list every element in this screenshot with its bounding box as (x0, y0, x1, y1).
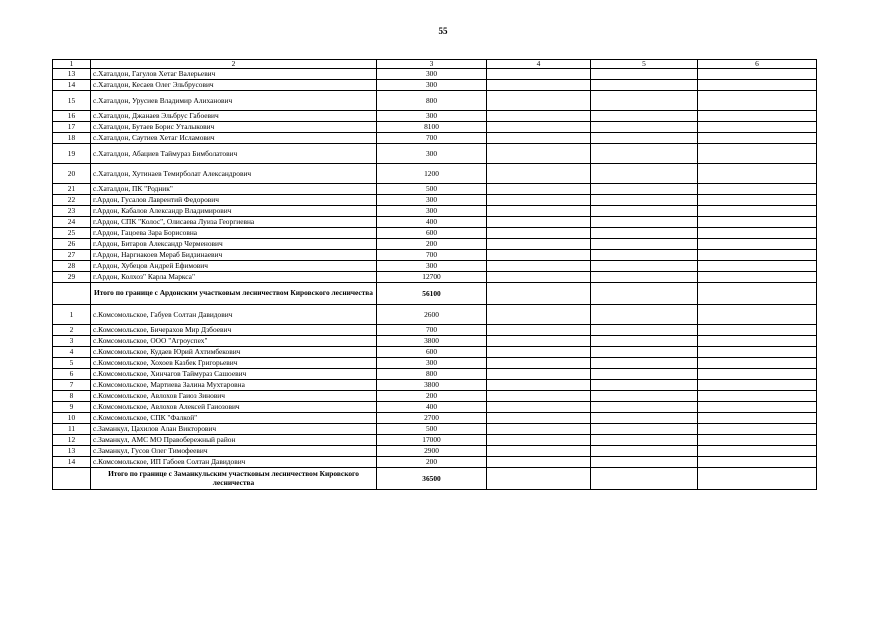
owner-name: с.Хаталдон, Гагулов Хетаг Валерьевич (91, 69, 377, 80)
row-number: 17 (53, 122, 91, 133)
empty-cell-4 (487, 413, 591, 424)
owner-name: с.Хаталдон, ПК "Родник" (91, 184, 377, 195)
area-value: 300 (377, 80, 487, 91)
empty-cell-6 (698, 305, 817, 325)
owner-name: с.Комсомольское, Габуев Солтан Давидович (91, 305, 377, 325)
row-number: 20 (53, 164, 91, 184)
row-number: 5 (53, 358, 91, 369)
empty-cell-4 (487, 217, 591, 228)
area-value: 1200 (377, 164, 487, 184)
empty-cell-5 (591, 195, 698, 206)
table-row (53, 347, 817, 358)
row-number: 21 (53, 184, 91, 195)
empty-cell-5 (591, 122, 698, 133)
empty-cell-4 (487, 133, 591, 144)
owner-name: с.Комсомольское, Хохоев Казбек Григорьевич (91, 358, 377, 369)
empty-cell-6 (698, 446, 817, 457)
table-row (53, 435, 817, 446)
empty-cell-4 (487, 369, 591, 380)
total-row (53, 468, 817, 490)
empty-cell-4 (487, 305, 591, 325)
row-number: 7 (53, 380, 91, 391)
empty-cell-6 (698, 435, 817, 446)
table-row (53, 424, 817, 435)
empty-cell-4 (487, 272, 591, 283)
empty-cell-6 (698, 111, 817, 122)
empty-cell-5 (591, 184, 698, 195)
owner-name: с.Комсомольское, Мартиева Залина Мухтаровна (91, 380, 377, 391)
row-number: 19 (53, 144, 91, 164)
empty-cell-6 (698, 336, 817, 347)
empty-cell-6 (698, 283, 817, 305)
empty-cell-6 (698, 272, 817, 283)
owner-name: с.Хаталдон, Джанаев Эльбрус Габоевич (91, 111, 377, 122)
row-number: 29 (53, 272, 91, 283)
area-value: 17000 (377, 435, 487, 446)
owner-name: с.Заманкул, Гусов Олег Тимофеевич (91, 446, 377, 457)
header-cell-6: 6 (698, 60, 817, 69)
header-cell-1: 1 (53, 60, 91, 69)
empty-cell-4 (487, 446, 591, 457)
empty-cell-4 (487, 391, 591, 402)
owner-name: с.Заманкул, АМС МО Правобережный район (91, 435, 377, 446)
owner-name: с.Хаталдон, Саутиев Хетаг Исламович (91, 133, 377, 144)
empty-cell-4 (487, 250, 591, 261)
table-row (53, 228, 817, 239)
table-row (53, 91, 817, 111)
row-number: 13 (53, 69, 91, 80)
area-value: 300 (377, 206, 487, 217)
empty-cell-4 (487, 122, 591, 133)
empty-cell-4 (487, 380, 591, 391)
empty-cell-6 (698, 457, 817, 468)
empty-cell-6 (698, 91, 817, 111)
empty-cell-4 (487, 261, 591, 272)
empty-cell-5 (591, 347, 698, 358)
land-table (52, 59, 817, 490)
empty-cell-4 (487, 336, 591, 347)
table-row (53, 195, 817, 206)
row-number: 22 (53, 195, 91, 206)
empty-cell-4 (487, 468, 591, 490)
owner-name: г.Ардон, Кабалов Александр Владимирович (91, 206, 377, 217)
empty-cell-4 (487, 347, 591, 358)
empty-cell-6 (698, 206, 817, 217)
table-row (53, 133, 817, 144)
row-number: 16 (53, 111, 91, 122)
owner-name: с.Комсомольское, Хинчагов Таймураз Сашоевич (91, 369, 377, 380)
empty-cell-6 (698, 69, 817, 80)
header-row (53, 60, 817, 69)
empty-cell-5 (591, 457, 698, 468)
empty-cell-6 (698, 402, 817, 413)
header-cell-2: 2 (91, 60, 377, 69)
empty-cell-5 (591, 261, 698, 272)
row-number (53, 283, 91, 305)
empty-cell-5 (591, 69, 698, 80)
empty-cell-6 (698, 239, 817, 250)
area-value: 300 (377, 261, 487, 272)
empty-cell-5 (591, 164, 698, 184)
header-cell-3: 3 (377, 60, 487, 69)
empty-cell-5 (591, 435, 698, 446)
empty-cell-4 (487, 424, 591, 435)
owner-name: г.Ардон, Хубецов Андрей Ефимович (91, 261, 377, 272)
owner-name: с.Хаталдон, Абациев Таймураз Бимболатович (91, 144, 377, 164)
row-number: 13 (53, 446, 91, 457)
empty-cell-6 (698, 424, 817, 435)
table-row (53, 391, 817, 402)
header-cell-5: 5 (591, 60, 698, 69)
area-value: 400 (377, 402, 487, 413)
empty-cell-5 (591, 239, 698, 250)
row-number: 1 (53, 305, 91, 325)
table-row (53, 217, 817, 228)
total-value: 36500 (377, 468, 487, 490)
area-value: 700 (377, 325, 487, 336)
empty-cell-5 (591, 250, 698, 261)
empty-cell-5 (591, 413, 698, 424)
empty-cell-5 (591, 228, 698, 239)
empty-cell-5 (591, 336, 698, 347)
table-row (53, 446, 817, 457)
owner-name: г.Ардон, СПК "Колос", Олисаева Луиза Георгиевна (91, 217, 377, 228)
area-value: 300 (377, 358, 487, 369)
row-number: 14 (53, 457, 91, 468)
table-row (53, 358, 817, 369)
owner-name: с.Комсомольское, Кудаев Юрий Ахтимбекович (91, 347, 377, 358)
row-number: 14 (53, 80, 91, 91)
row-number (53, 468, 91, 490)
area-value: 300 (377, 69, 487, 80)
empty-cell-6 (698, 184, 817, 195)
row-number: 24 (53, 217, 91, 228)
area-value: 200 (377, 391, 487, 402)
table-row (53, 122, 817, 133)
empty-cell-5 (591, 391, 698, 402)
area-value: 600 (377, 347, 487, 358)
area-value: 200 (377, 457, 487, 468)
empty-cell-6 (698, 228, 817, 239)
row-number: 6 (53, 369, 91, 380)
row-number: 28 (53, 261, 91, 272)
total-label: Итого по границе с Ардонским участковым лесничеством Кировского лесничества (91, 283, 377, 305)
empty-cell-6 (698, 217, 817, 228)
empty-cell-5 (591, 217, 698, 228)
table-row (53, 164, 817, 184)
empty-cell-4 (487, 184, 591, 195)
header-cell-4: 4 (487, 60, 591, 69)
empty-cell-5 (591, 111, 698, 122)
row-number: 27 (53, 250, 91, 261)
owner-name: г.Ардон, Колхоз" Карла Маркса" (91, 272, 377, 283)
owner-name: с.Комсомольское, ИП Габоев Солтан Давидович (91, 457, 377, 468)
empty-cell-6 (698, 195, 817, 206)
owner-name: с.Комсомольское, Авлохов Гаиоз Зинович (91, 391, 377, 402)
owner-name: с.Комсомольское, Авлохов Алексей Гаиозович (91, 402, 377, 413)
area-value: 800 (377, 91, 487, 111)
empty-cell-5 (591, 133, 698, 144)
area-value: 700 (377, 250, 487, 261)
area-value: 2900 (377, 446, 487, 457)
row-number: 2 (53, 325, 91, 336)
owner-name: с.Комсомольское, Бичерахов Мир Дзбоевич (91, 325, 377, 336)
row-number: 3 (53, 336, 91, 347)
empty-cell-5 (591, 446, 698, 457)
row-number: 26 (53, 239, 91, 250)
empty-cell-6 (698, 261, 817, 272)
owner-name: г.Ардон, Гусалов Лаврентий Федорович (91, 195, 377, 206)
table-row (53, 69, 817, 80)
empty-cell-5 (591, 283, 698, 305)
empty-cell-4 (487, 239, 591, 250)
empty-cell-4 (487, 402, 591, 413)
empty-cell-6 (698, 413, 817, 424)
table-row (53, 457, 817, 468)
area-value: 500 (377, 184, 487, 195)
empty-cell-6 (698, 391, 817, 402)
empty-cell-6 (698, 250, 817, 261)
owner-name: с.Хаталдон, Бутаев Борис Уталыкович (91, 122, 377, 133)
table-row (53, 380, 817, 391)
empty-cell-4 (487, 80, 591, 91)
empty-cell-5 (591, 91, 698, 111)
empty-cell-4 (487, 144, 591, 164)
area-value: 2600 (377, 305, 487, 325)
total-label: Итого по границе с Заманкульским участковым лесничеством Кировского лесничества (91, 468, 377, 490)
empty-cell-5 (591, 144, 698, 164)
table-row (53, 239, 817, 250)
area-value: 200 (377, 239, 487, 250)
empty-cell-4 (487, 195, 591, 206)
area-value: 700 (377, 133, 487, 144)
empty-cell-4 (487, 228, 591, 239)
empty-cell-5 (591, 272, 698, 283)
owner-name: с.Хаталдон, Урусиев Владимир Алиханович (91, 91, 377, 111)
total-value: 56100 (377, 283, 487, 305)
table-row (53, 261, 817, 272)
table-row (53, 144, 817, 164)
row-number: 4 (53, 347, 91, 358)
table-row (53, 413, 817, 424)
table-row (53, 402, 817, 413)
empty-cell-6 (698, 144, 817, 164)
empty-cell-5 (591, 380, 698, 391)
owner-name: с.Хаталдон, Хутинаев Темирболат Александрович (91, 164, 377, 184)
empty-cell-5 (591, 325, 698, 336)
area-value: 8100 (377, 122, 487, 133)
table-row (53, 336, 817, 347)
area-value: 12700 (377, 272, 487, 283)
area-value: 2700 (377, 413, 487, 424)
empty-cell-5 (591, 305, 698, 325)
empty-cell-6 (698, 325, 817, 336)
empty-cell-4 (487, 325, 591, 336)
empty-cell-5 (591, 80, 698, 91)
owner-name: г.Ардон, Гацоева Зара Борисовна (91, 228, 377, 239)
row-number: 12 (53, 435, 91, 446)
empty-cell-5 (591, 358, 698, 369)
table-row (53, 206, 817, 217)
empty-cell-4 (487, 457, 591, 468)
table-row (53, 369, 817, 380)
empty-cell-5 (591, 402, 698, 413)
row-number: 10 (53, 413, 91, 424)
table-row (53, 305, 817, 325)
owner-name: с.Комсомольское, СПК "Фалкой" (91, 413, 377, 424)
page-number: 55 (438, 26, 448, 36)
empty-cell-6 (698, 122, 817, 133)
area-value: 500 (377, 424, 487, 435)
table-row (53, 111, 817, 122)
empty-cell-6 (698, 369, 817, 380)
empty-cell-6 (698, 468, 817, 490)
empty-cell-5 (591, 206, 698, 217)
empty-cell-6 (698, 380, 817, 391)
table-row (53, 250, 817, 261)
area-value: 300 (377, 195, 487, 206)
area-value: 3800 (377, 380, 487, 391)
empty-cell-6 (698, 164, 817, 184)
empty-cell-6 (698, 347, 817, 358)
owner-name: г.Ардон, Наргиакоев Мераб Бидзинаевич (91, 250, 377, 261)
row-number: 23 (53, 206, 91, 217)
row-number: 18 (53, 133, 91, 144)
empty-cell-4 (487, 69, 591, 80)
empty-cell-4 (487, 111, 591, 122)
table-row (53, 184, 817, 195)
area-value: 400 (377, 217, 487, 228)
owner-name: г.Ардон, Битаров Александр Черменович (91, 239, 377, 250)
empty-cell-4 (487, 358, 591, 369)
row-number: 9 (53, 402, 91, 413)
row-number: 8 (53, 391, 91, 402)
row-number: 11 (53, 424, 91, 435)
row-number: 15 (53, 91, 91, 111)
table-row (53, 272, 817, 283)
empty-cell-4 (487, 206, 591, 217)
empty-cell-6 (698, 133, 817, 144)
empty-cell-4 (487, 283, 591, 305)
area-value: 300 (377, 111, 487, 122)
owner-name: с.Заманкул, Цахилов Алан Викторович (91, 424, 377, 435)
row-number: 25 (53, 228, 91, 239)
owner-name: с.Комсомольское, ООО "Агроуспех" (91, 336, 377, 347)
empty-cell-6 (698, 80, 817, 91)
area-value: 3800 (377, 336, 487, 347)
area-value: 600 (377, 228, 487, 239)
table-row (53, 325, 817, 336)
owner-name: с.Хаталдон, Кесаев Олег Эльбрусович (91, 80, 377, 91)
area-value: 800 (377, 369, 487, 380)
empty-cell-4 (487, 435, 591, 446)
table-row (53, 80, 817, 91)
empty-cell-4 (487, 164, 591, 184)
empty-cell-5 (591, 369, 698, 380)
empty-cell-5 (591, 468, 698, 490)
empty-cell-5 (591, 424, 698, 435)
area-value: 300 (377, 144, 487, 164)
empty-cell-4 (487, 91, 591, 111)
total-row (53, 283, 817, 305)
empty-cell-6 (698, 358, 817, 369)
